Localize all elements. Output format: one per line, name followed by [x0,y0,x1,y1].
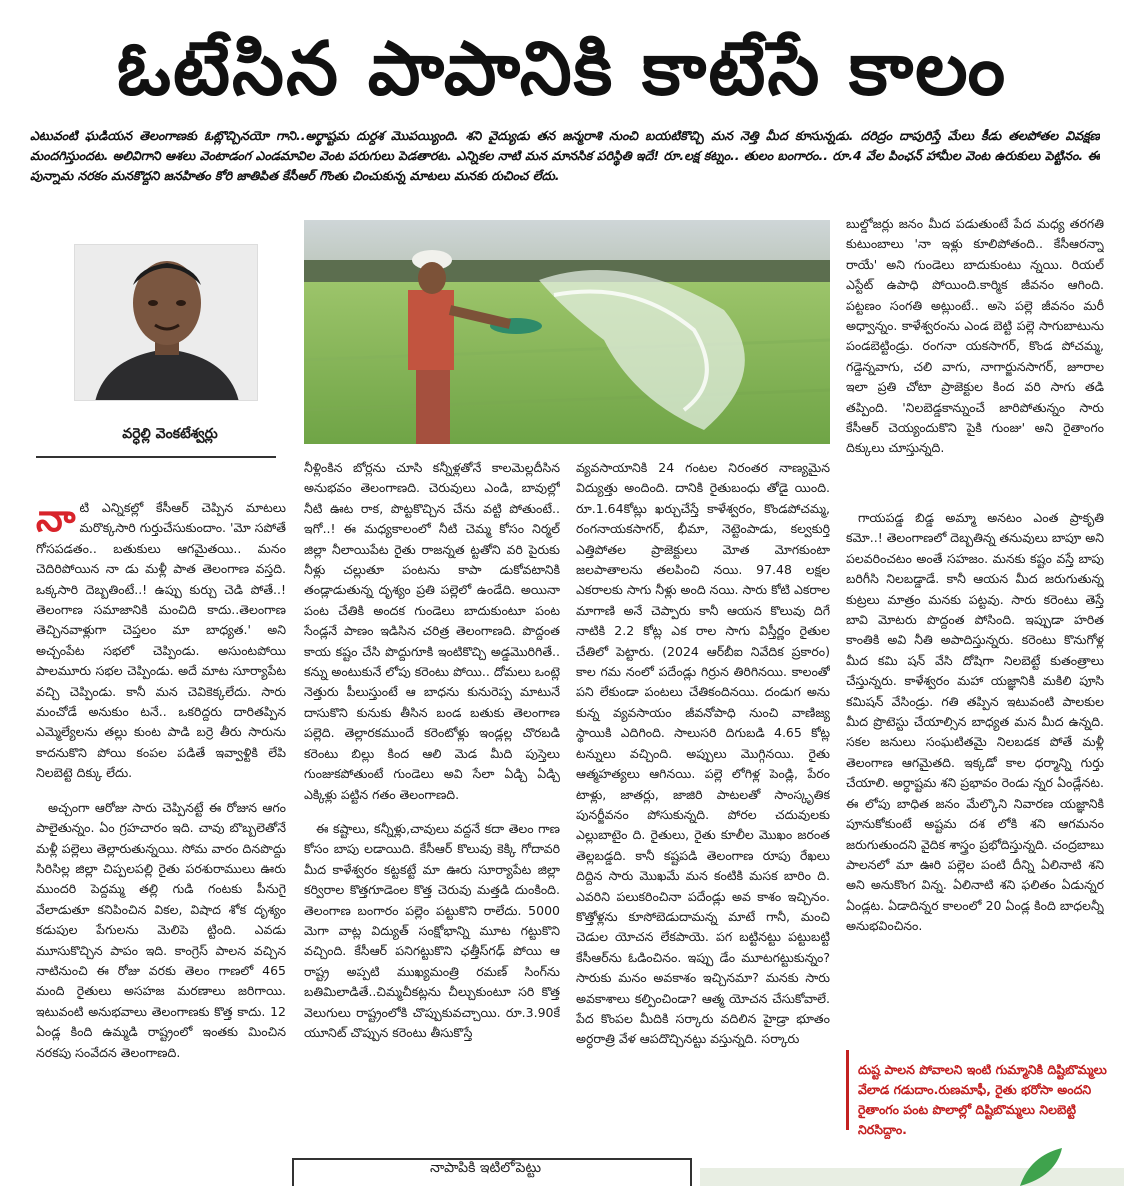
article-column-3 [576,458,830,1158]
paragraph: గాయపడ్డ బిడ్డ అమ్మా అనటం ఎంత ప్రాకృతి కమో..! తెలంగాణలో దెబ్బతిన్న తనువులు బాపూ అని పలవరించటం అంతే సహజం. మనకు కష్టం వస్తే బాపు బరిగీసి నిలబడ్డాడే. కానీ ఆయన మీద జరుగుతున్న కుట్రలు మాత్రం మనకు పట్టవు. సారు కరెంటు తెస్తే బావి మోటరు పొద్దంత పోసింది. ఇప్పుడా హరిత కాంతికి అవి నీతి అపాదిస్తున్నరు. కరెంటు కొనుగోళ్ల మీద కమి షన్ వేసి దోషిగా నిలబెట్టే కుతంత్రాలు చేస్తున్నరు. కాళేశ్వరం మహా యజ్ఞానికి మకిలి పూసి కమిషన్ వేసిండ్రు. గతి తప్పిన ఇటువంటి పాలకుల మీద ప్రొటెస్టు చేయాల్సిన బాధ్యత మన మీద ఉన్నది. సకల జనులు సంఘటితమై నిలబడక పోతే మళ్లీ తెలంగాణ ఆగమైతది. ఇక్కడో కాల ధర్మాన్ని గుర్తు చేయాలి. అర్ధాష్టమ శని ప్రభావం రెండు న్నర ఏండ్లేనట. ఈ లోపు బాధిత జనం మేల్కొని నివారణ యజ్ఞానికి పూనుకోకుంటే అష్టమ దశ లోకి శని ఆగమనం జరుగుతుందని వైదిక శాస్త్రం ప్రభోదిస్తున్నది. చంద్రబాబు పాలనలో మా ఊరి పల్లెల పంటి దీన్ని ఏలినాటి శని అని అనుకొంగ విన్న. ఏలినాటి శని ఫలితం ఏడున్నర ఏండ్లట. ఏడాదిన్నర కాలంలో 20 ఏండ్ల కింది బాధలన్నీ అనుభవించినం. [846,510,1104,934]
farmer-watering-paddy-icon [304,220,830,444]
paragraph: అచ్చంగా ఆరోజు సారు చెప్పినట్టే ఈ రోజున ఆగం పాలైతున్నం. ఏం గ్రహచారం ఇది. చావు బొబ్బలెతోనే మళ్లీ పల్లెలు తెల్లారుతున్నయి. సోమ వారం దినపొద్దు సిరిసిల్ల జిల్లా చిప్పలపల్లి రైతు పరశురాములు ఊరు ముందరి పెద్దమ్మ తల్లి గుడి గంటకు పీనుగై వేలాడుతూ కనిపించిన వికల, విషాద శోక దృశ్యం కడుపుల పేగులను మెలిపె ట్టింది. ఎవడు మూసుకొచ్చిన పాపం ఇది. కాంగ్రెస్ పాలన వచ్చిన నాటినుంచి ఈ రోజు వరకు తెలం గాణలో 465 మంది రైతులు అసహజ మరణాలు జరిగాయి. ఇటువంటి అనుభవాలు తెలంగాణకు కొత్త కాదు. 12 ఏండ్ల కింది ఉమ్మడి రాష్ట్రంలో ఇంతకు మించిన నరకపు సంవేదన తెలంగాణది. [36,799,286,1060]
author-photo [74,244,258,401]
leaf-icon [1010,1148,1070,1186]
paragraph: బుల్డోజర్లు జనం మీద పడుతుంటే పేద మధ్య తరగతి కుటుంబాలు 'నా ఇళ్లు కూలిపోతంది.. కేసీఆరన్నా రాయే' అని గుండెలు బాదుకుంటు న్నయి. రియల్ ఎస్టేట్ ఉపాధి పోయింది.కార్మిక జీవనం ఆగింది. పట్టణం సంగతి అట్లుంటే.. అసె పల్లె జీవనం మరీ అధ్వాన్నం. కాళేశ్వరంను ఎండ బెట్టి పల్లె సాగుబాటును పండబెట్టిండ్రు. రంగనా యకసాగర్, కొండ పోచమ్మ, గడ్డెన్నవాగు, చలి వాగు, నాగార్జునసాగర్, జూరాల ఇలా ప్రతి చోటా ప్రాజెక్టుల కింద వరి సాగు తడి తప్పింది. 'నిలబెడ్డకాన్నుంచే జారిపోతున్నం సారు కేసీఆర్ చెయ్యందుకొని పైకి గుంజు' అని రైతాంగం దిక్కులు చూస్తున్నది. [846,216,1104,456]
pull-quote: దుష్ట పాలన పోవాలని ఇంటి గుమ్మానికి దిష్టిబొమ్మలు వేలాడ గడుదాం.రుణమాఫీ, రైతు భరోసా అందని రైతాంగం పంట పొలాల్లో దిష్టిబొమ్మలు నిలబెట్టి నిరసిద్దాం. [858,1062,1107,1137]
author-divider [36,456,276,458]
intro-summary: ఎటువంటి ఘడియన తెలంగాణకు ఓట్లొచ్చినయో గాని..అర్థాష్టమ దుర్దశ మొపయ్యింది. శని వైద్యుడు తన జన్మరాశి నుంచి బయటికొచ్చి మన నెత్తి మీద కూసున్నడు. దరిద్రం దాపురిస్తే మేలు కీడు తలపోతల వివక్షణ మందగిస్తుందట. అలివిగాని ఆశలు వెంటాడంగ ఎండమావిల వెంట పరుగులు పెడతారట. ఎన్నికల నాటి మన మానసిక పరిస్థితి ఇదే! రూ.లక్ష కట్నం.. తులం బంగారం.. రూ.4 వేల పింఛన్ హామీల వెంట ఉరుకులు పెట్టినం. ఈ పున్నామ నరకం మనకొద్దని జనహితం కోరి జాతిపిత కేసీఆర్ గొంతు చించుకున్న మాటలు మనకు రుచించ లేదు. [30,128,1100,183]
article-column-5 [846,508,1104,998]
headline: ఓటేసిన పాపానికి కాటేసే కాలం [116,26,1008,112]
paragraph-text: టి ఎన్నికల్లో కేసీఆర్ చెప్పిన మాటలు మరొక్కసారి గుర్తుచేసుకుందాం. 'మో సపోతే గోసపడతం.. బతుకులు ఆగమైతయి.. మనం చెదిరిపోయిన నా డు మళ్లీ పాత తెలంగాణ వస్తది. ఒక్కసారి దెబ్బతింటే..! ఉప్పు కుర్చు చెడి పోతే..! తెలంగాణ సమాజానికి మంచిది కాదు..తెలంగాణ తెచ్చినవాళ్లుగా చెప్తలం మా బాధ్యత.' అని అచ్చంపేట సభలో చెప్పిండు. అసుంటపోయి పాలమూరు సభల చెప్పిండు. అదే మాట సూర్యాపేట వచ్చి చెప్పిండు. కానీ మన చెవికెక్కలేదు. సారు మంచోడే అనుకుం టనే.. ఒకరిద్దరు దారితప్పిన ఎమ్మెల్యేలను తల్లు కుంట పాడి బర్రె తీరు సారును కాదనుకొని పోయి కంపల పడితే ఇవ్వాళ్టికి లేపి నిలబెట్టె దిక్కు లేదు. [36,500,286,781]
cartoon-caption: నాపాపికి ఇటిలోపెట్టు [430,1160,542,1176]
article-column-4 [846,214,1104,484]
paragraph: నీళ్లింకిన బోర్లను చూసి కన్నీళ్లతోనే కాలమెల్లదీసిన అనుభవం తెలంగాణది. చెరువులు ఎండి, బావుల్లో నీటి ఊట రాక, పొట్టకొచ్చిన చేను వట్టి పోతుంటే.. ఇగో..! ఈ మధ్యకాలంలో నీటి చెమ్మ కోసం నిర్మల్ జిల్లా నీలాయిపేట రైతు రాజన్నత ట్టతోని వరి పైరుకు నీళ్లు చల్లుతూ పంటను కాపా డుకోవటానికి తండ్లాడుతున్న దృశ్యం ప్రతి పల్లెలో ఉండేది. అయినా పంట చేతికి అందక గుండెలు బాదుకుంటూ పంట సేండ్లనే పాణం ఇడిసిన చరిత్ర తెలంగాణది. పొద్దంత కాయ కష్టం చేసి పొద్దుగూకి ఇంటికొచ్చి అడ్డమొరిగితే.. కన్ను అంటుకునే లోపు కరెంటు పోయి.. దోమలు ఒంట్లె నెత్తురు పీలుస్తుంటే ఆ బాధను కునురెప్ప మాటునే దాసుకొని కునుకు తీసిన బండ బతుకు తెలంగాణ పల్లెది. తెల్లారకముందే కరెంటోళ్లు ఇండ్లల్ల చొరబడి కరెంటు బిల్లు కింద ఆలి మెడ మీది పుస్తెలు గుంజుకపోతుంటే గుండెలు అవి సేలా ఏడ్చి ఏడ్చి ఎక్కిళ్లు పట్టిన గతం తెలంగాణది. [304,460,560,802]
author-portrait-icon [75,245,258,401]
drop-cap: నా [36,498,76,540]
quote-accent-bar [846,1050,849,1130]
article-column-1 [36,498,286,1158]
paragraph: వ్యవసాయానికి 24 గంటల నిరంతర నాణ్యమైన విద్యుత్తు అందింది. దానికి రైతుబంధు తోడై యింది. రూ.1.64కోట్లు ఖర్చుచేస్తే కాళేశ్వరం, కొండపోచమ్మ, రంగనాయకసాగర్, భీమా, నెట్టెంపాడు, కల్వకుర్తి ఎత్తిపోతల ప్రాజెక్టులు మోత మోగకుంటా జలపాతాలను తలపించి నయి. 97.48 లక్షల ఎకరాలకు సాగు నీళ్లు అంది నయి. సారు కోటి ఎకరాల మాగాణి అనే చెప్పారు కానీ ఆయన కొలువు దిగే నాటికి 2.2 కోట్ల ఎక రాల సాగు విస్తీర్ణం రైతుల చేతిలో పెట్టారు. (2024 ఆర్‌బీఐ నివేదిక ప్రకారం) కాల గమ నంలో పదేండ్లు గిర్రున తిరిగినయి. కాలంతో పని లేకుండా పంటలు చేతికందినయి. దండుగ అను కున్న వ్యవసాయం జీవనోపాధి నుంచి వాణిజ్య స్థాయికి ఎదిగింది. సాలుసరి దిగుబడి 4.65 కోట్ల టన్నులు వచ్చింది. అప్పులు మొగ్గినయి. రైతు ఆత్మహత్యలు ఆగినయి. పల్లె లోగిళ్ల పెండ్లి, పేరం టాళ్లు, జాతర్లు, జాజిరి పాటలతో సాంస్కృతిక పునర్జీవనం పోసుకున్నది. పోరల చదువులకు ఎల్లుబాటైం ది. రైతులు, రైతు కూలీల మొఖం జరంత తెల్లబడ్డది. కానీ కష్టపడి తెలంగాణ రూపు రేఖలు దిద్దిన సారు మొఖమే మన కంటికి మసక బారిం ది. ఎవరిని పలుకరించినా పదేండ్లు అవ కాశం ఇచ్చినం. కొత్తోళ్లను కూసోబెడుదామన్న మాటే గానీ, మంచి చెడుల యోచన లేకపాయె. పగ బట్టినట్టు పట్టుబట్టి కేసీఆర్‌ను ఓడించినం. ఇప్పు డేం మూటగట్టుకున్నం? సారుకు మనం అవకాశం ఇచ్చినమా? మనకు సారు అవకాశాలు కల్పించిండా? ఆత్మ యోచన చేసుకోవాలే. పేద కొంపల మీదికి సర్కారు వదిలిన హైడ్రా భూతం అర్ధరాత్రి వేళ ఆపదొచ్చినట్టు వస్తున్నది. సర్కారు [576,460,830,1047]
article-column-2 [304,458,560,1158]
paragraph: ఈ కష్టాలు, కన్నీళ్లు,చావులు వద్దనే కదా తెలం గాణ కోసం బాపు లడాయిది. కేసీఆర్ కొలువు కెక్కి గోదావరి మీద కాళేశ్వరం కట్టకట్టే మా ఊరు సూర్యాపేట జిల్లా కర్విరాల కొత్తగూడెంల కొత్త చెరువు మత్తడి దుంకింది. తెలంగాణ బంగారం పల్లెం పట్టుకొని రాలేదు. 5000 మెగా వాట్ల విద్యుత్ సంక్షోభాన్ని మూట గట్టుకొని వచ్చింది. కేసీఆర్ పనిగట్టుకొని ఛత్తీస్‌గఢ్ పోయి ఆ రాష్ట్ర అప్పటి ముఖ్యమంత్రి రమణ్ సింగ్‌ను బతిమిలాడితే..చిమ్మచీకట్లను చీల్చుకుంటూ సరి కొత్త వెలుగులు రాష్ట్రంలోకి చొప్పుకువచ్చాయి. రూ.3.90కే యూనిట్ చొప్పున కరెంటు తీసుకొస్తే [304,820,560,1040]
paragraph [36,498,286,784]
author-name: వర్ధెల్లి వెంకటేశ్వర్లు [122,426,218,442]
main-photo [304,220,830,444]
